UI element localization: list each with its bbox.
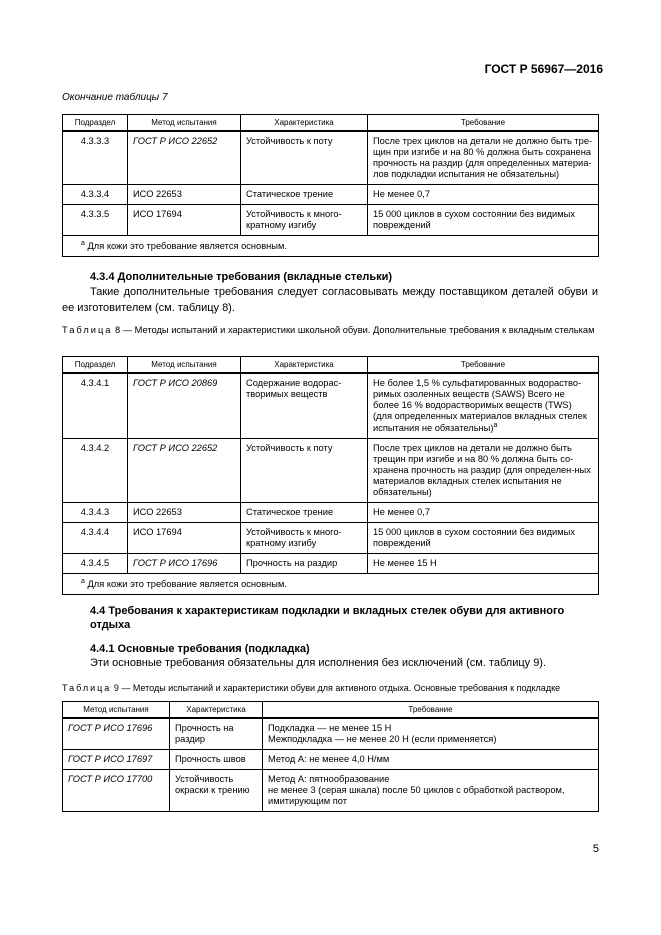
table-7 — [62, 114, 599, 257]
col-header: Метод испытания — [128, 357, 241, 374]
col-header: Требование — [368, 357, 599, 374]
cell-method: ГОСТ Р ИСО 17696 — [63, 718, 170, 749]
footnote-mark: а — [81, 240, 85, 248]
cell-requirement — [263, 718, 599, 749]
cell-requirement — [263, 770, 599, 812]
cell-requirement: Метод А: не менее 4,0 Н/мм — [263, 750, 599, 770]
col-header: Метод испытания — [128, 115, 241, 132]
cell-requirement: Не менее 0,7 — [368, 185, 599, 205]
cell-method: ГОСТ Р ИСО 17700 — [63, 770, 170, 812]
cell-method: ГОСТ Р ИСО 22652 — [128, 131, 241, 184]
footnote-text: Для кожи это требование является основным. — [87, 579, 287, 590]
cell-requirement: Не менее 0,7 — [368, 503, 599, 523]
cell-subsection: 4.3.3.3 — [63, 131, 128, 184]
requirement-text: Не более 1,5 % сульфатированных водораство-римых озоленных веществ (SAWS) Всего не более 16 % водорастворимых веществ (TWS) (для определенных материалов вкладных стелек испытания не обязательны) — [373, 378, 587, 434]
col-header: Характеристика — [241, 357, 368, 374]
table-row — [63, 131, 599, 184]
requirement-line: Метод А: пятнообразование — [268, 774, 390, 785]
table-8 — [62, 356, 599, 595]
cell-characteristic: Устойчивость к много-кратному изгибу — [241, 205, 368, 236]
col-header: Подраздел — [63, 357, 128, 374]
section-text-441: Эти основные требования обязательны для исполнения без исключений (см. таблицу 9). — [90, 657, 547, 669]
footnote-mark: а — [493, 422, 498, 430]
table-row — [63, 770, 599, 812]
col-header: Требование — [263, 702, 599, 719]
cell-subsection: 4.3.4.1 — [63, 373, 128, 438]
cell-subsection: 4.3.4.3 — [63, 503, 128, 523]
cell-subsection: 4.3.4.4 — [63, 523, 128, 554]
cell-requirement: После трех циклов на детали не должно быть тре-щин при изгибе и на 80 % должна быть сохранена прочность на раздир (для определенных материа-лов подкладки испытания не обязательны) — [368, 131, 599, 184]
table-9 — [62, 701, 599, 812]
table7-caption: Окончание таблицы 7 — [62, 92, 168, 103]
requirement-line: Подкладка — не менее 15 Н — [268, 723, 392, 734]
table-row — [63, 373, 599, 438]
cell-characteristic: Статическое трение — [241, 503, 368, 523]
heading-line: 4.4 Требования к характеристикам подкладки и вкладных стелек обуви для активного — [90, 605, 565, 617]
table-row — [63, 503, 599, 523]
section-heading-441: 4.4.1 Основные требования (подкладка) — [90, 643, 310, 655]
cell-characteristic: Прочность на раздир — [170, 718, 263, 749]
cell-requirement: Не менее 15 Н — [368, 554, 599, 574]
cell-characteristic: Содержание водорас-творимых веществ — [241, 373, 368, 438]
cell-characteristic: Прочность швов — [170, 750, 263, 770]
cell-characteristic: Прочность на раздир — [241, 554, 368, 574]
footnote-text: Для кожи это требование является основным. — [87, 241, 287, 252]
cell-characteristic: Устойчивость к много-кратному изгибу — [241, 523, 368, 554]
cell-subsection: 4.3.4.5 — [63, 554, 128, 574]
table-row — [63, 205, 599, 236]
table-row — [63, 185, 599, 205]
table-footnote-row — [63, 236, 599, 257]
col-header: Подраздел — [63, 115, 128, 132]
document-code: ГОСТ Р 56967—2016 — [484, 62, 603, 76]
table-caption-text: 8 — Методы испытаний и характеристики школьной обуви. Дополнительные требования к вкладным стелькам — [115, 325, 595, 335]
col-header: Метод испытания — [63, 702, 170, 719]
table-footnote-row — [63, 574, 599, 595]
section-text-434: Такие дополнительные требования следует согласовывать между поставщиком деталей обуви и ее изготовителем (см. таблицу 8). — [62, 286, 598, 314]
table-row — [63, 523, 599, 554]
cell-method: ИСО 22653 — [128, 185, 241, 205]
page-number: 5 — [592, 843, 599, 855]
table-row — [63, 750, 599, 770]
section-heading-44 — [90, 604, 564, 633]
col-header: Требование — [368, 115, 599, 132]
cell-characteristic: Устойчивость к поту — [241, 439, 368, 503]
cell-subsection: 4.3.3.4 — [63, 185, 128, 205]
cell-subsection: 4.3.4.2 — [63, 439, 128, 503]
cell-requirement: После трех циклов на детали не должно быть трещин при изгибе и на 80 % должна быть со-хранена прочность на раздир (для определен-ных материалов вкладных стелек испытания не обязательны) — [368, 439, 599, 503]
cell-method: ГОСТ Р ИСО 22652 — [128, 439, 241, 503]
table-label: Таблица — [62, 325, 113, 335]
table-caption-text: 9 — Методы испытаний и характеристики обуви для активного отдыха. Основные требования к подкладке — [113, 683, 561, 693]
cell-subsection: 4.3.3.5 — [63, 205, 128, 236]
table8-caption — [62, 324, 598, 337]
cell-characteristic: Устойчивость окраски к трению — [170, 770, 263, 812]
table-row — [63, 439, 599, 503]
table-row — [63, 554, 599, 574]
cell-method: ИСО 22653 — [128, 503, 241, 523]
table-row — [63, 718, 599, 749]
col-header: Характеристика — [241, 115, 368, 132]
cell-method: ГОСТ Р ИСО 20869 — [128, 373, 241, 438]
footnote-mark: а — [81, 578, 85, 586]
cell-requirement: 15 000 циклов в сухом состоянии без видимых повреждений — [368, 523, 599, 554]
cell-characteristic: Статическое трение — [241, 185, 368, 205]
table9-caption — [62, 682, 602, 694]
table-label: Таблица — [62, 683, 112, 693]
cell-method: ИСО 17694 — [128, 523, 241, 554]
col-header: Характеристика — [170, 702, 263, 719]
cell-method: ГОСТ Р ИСО 17697 — [63, 750, 170, 770]
cell-method: ГОСТ Р ИСО 17696 — [128, 554, 241, 574]
heading-line: отдыха — [90, 619, 131, 632]
requirement-line: Межподкладка — не менее 20 Н (если применяется) — [268, 734, 497, 745]
cell-characteristic: Устойчивость к поту — [241, 131, 368, 184]
cell-method: ИСО 17694 — [128, 205, 241, 236]
requirement-line: не менее 3 (серая шкала) после 50 циклов с обработкой раствором, имитирующим пот — [268, 785, 565, 807]
cell-requirement: 15 000 циклов в сухом состоянии без видимых повреждений — [368, 205, 599, 236]
cell-requirement — [368, 373, 599, 438]
section-heading-434: 4.3.4 Дополнительные требования (вкладные стельки) — [90, 271, 393, 283]
